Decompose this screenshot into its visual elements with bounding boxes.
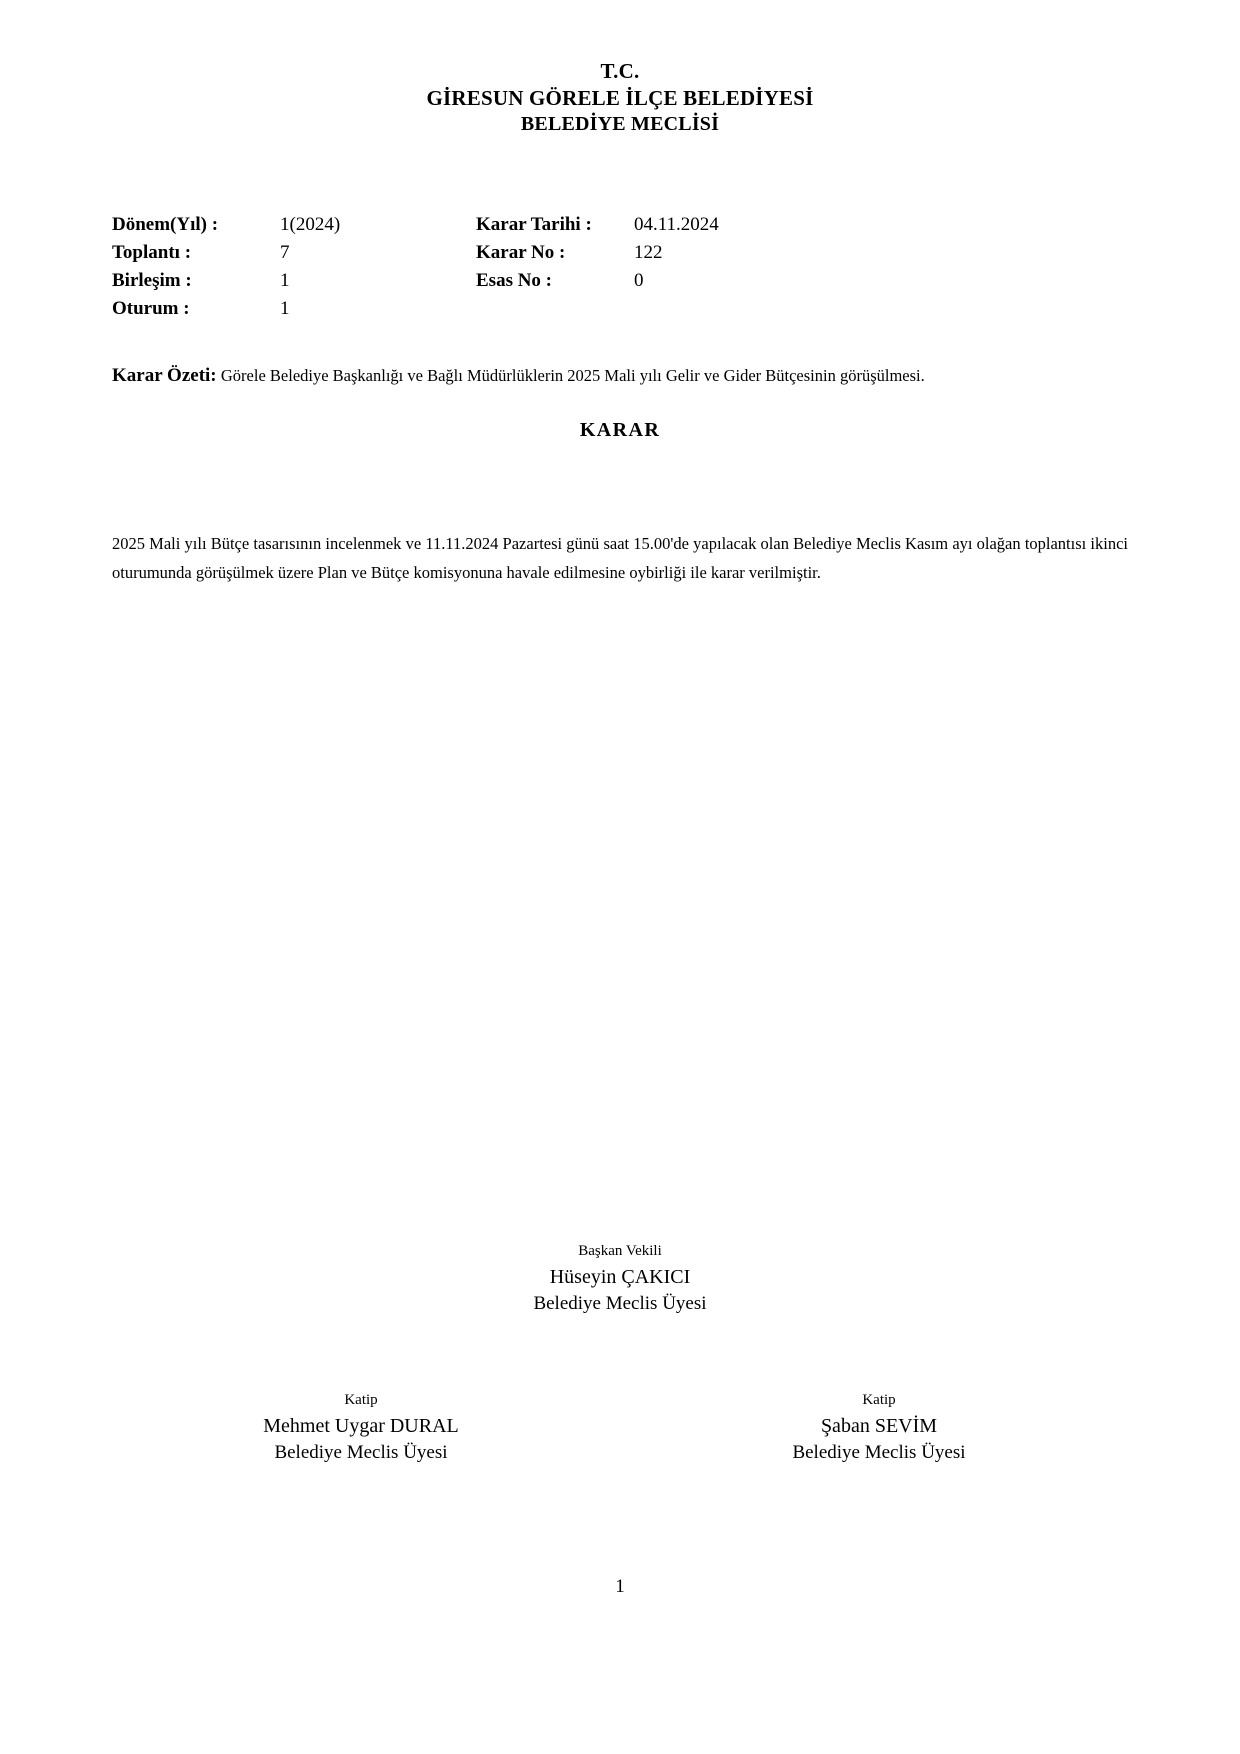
signature-chair	[0, 1240, 1240, 1317]
meta-label-esas-no: Esas No :	[476, 270, 553, 292]
meta-value-donem: 1(2024)	[280, 214, 341, 236]
decision-summary-label: Karar Özeti:	[112, 365, 217, 387]
table-row	[112, 239, 719, 267]
table-row	[112, 295, 719, 323]
decision-summary-text: Görele Belediye Başkanlığı ve Bağlı Müdürlüklerin 2025 Mali yılı Gelir ve Gider Bütçesinin görüşülmesi.	[220, 366, 925, 386]
header-line-municipality: GİRESUN GÖRELE İLÇE BELEDİYESİ	[426, 85, 814, 110]
document-header	[0, 0, 1240, 137]
meta-label-birlesim: Birleşim :	[112, 270, 192, 292]
meta-value-karar-tarihi: 04.11.2024	[634, 214, 719, 236]
meta-label-empty	[476, 295, 634, 323]
signature-clerk-left-title: Belediye Meclis Üyesi	[274, 1441, 448, 1463]
decision-body-text: 2025 Mali yılı Bütçe tasarısının incelenmek ve 11.11.2024 Pazartesi günü saat 15.00'de yapılacak olan Belediye Meclis Kasım ayı olağan toplantısı ikinci oturumunda görüşülmek üzere Plan ve Bütçe komisyonuna havale edilmesine oybirliği ile karar verilmiştir.	[112, 534, 1128, 583]
signature-chair-name: Hüseyin ÇAKICI	[549, 1265, 691, 1288]
signature-clerk-left	[196, 1389, 526, 1466]
signature-clerk-right-role: Katip	[862, 1392, 896, 1409]
meta-value-birlesim: 1	[280, 270, 290, 292]
signature-clerk-right	[714, 1389, 1044, 1466]
meta-value-esas-no: 0	[634, 270, 644, 292]
meta-label-oturum: Oturum :	[112, 298, 190, 320]
signature-chair-title: Belediye Meclis Üyesi	[533, 1292, 707, 1314]
meta-table	[112, 211, 719, 323]
meta-value-empty	[634, 295, 719, 323]
meta-value-oturum: 1	[280, 298, 290, 320]
meta-value-toplanti: 7	[280, 242, 290, 264]
decision-summary	[0, 365, 1240, 387]
signature-clerk-left-name: Mehmet Uygar DURAL	[263, 1414, 459, 1437]
page-number: 1	[615, 1576, 625, 1597]
signature-clerk-right-name: Şaban SEVİM	[820, 1414, 938, 1437]
meta-label-toplanti: Toplantı :	[112, 242, 192, 264]
meta-value-karar-no: 122	[634, 242, 663, 264]
header-line-tc: T.C.	[600, 59, 640, 83]
signature-clerk-right-title: Belediye Meclis Üyesi	[792, 1441, 966, 1463]
page-title: KARAR	[579, 419, 661, 442]
signature-clerks	[0, 1389, 1240, 1466]
meta-block	[0, 211, 1240, 323]
signature-chair-role: Başkan Vekili	[578, 1243, 662, 1259]
meta-label-karar-tarihi: Karar Tarihi :	[476, 214, 592, 236]
meta-label-donem: Dönem(Yıl) :	[112, 214, 219, 236]
signature-clerk-left-role: Katip	[344, 1392, 378, 1409]
meta-label-karar-no: Karar No :	[476, 242, 566, 264]
header-line-council: BELEDİYE MECLİSİ	[520, 112, 720, 135]
signature-area	[0, 1240, 1240, 1466]
table-row	[112, 267, 719, 295]
table-row	[112, 211, 719, 239]
